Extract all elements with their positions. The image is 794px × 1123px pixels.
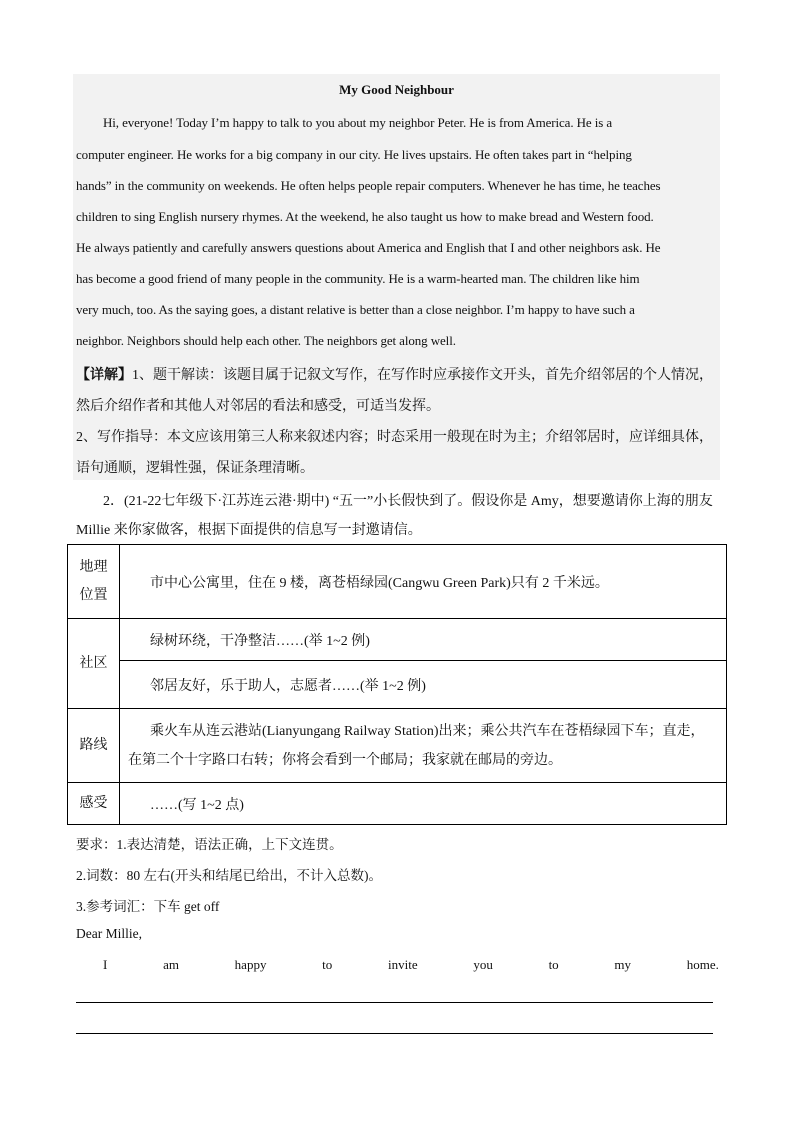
letter-word: I bbox=[103, 957, 108, 972]
essay-title: My Good Neighbour bbox=[339, 82, 454, 97]
feeling-text: ……(写 1~2 点) bbox=[120, 783, 727, 825]
analysis-line-4: 语句通顺，逻辑性强，保证条理清晰。 bbox=[76, 461, 314, 476]
analysis-tag: 【详解】 bbox=[76, 368, 132, 383]
analysis-text: 1、题干解读：该题目属于记叙文写作，在写作时应承接作文开头，首先介绍邻居的个人情况， bbox=[132, 368, 713, 383]
route-label: 路线 bbox=[68, 709, 120, 783]
essay-line: computer engineer. He works for a big company in our city. He lives upstairs. He often takes part in “helping bbox=[76, 147, 632, 162]
essay-line: neighbor. Neighbors should help each other. The neighbors get along well. bbox=[76, 333, 456, 348]
writing-line bbox=[76, 1002, 713, 1003]
letter-word: am bbox=[163, 957, 179, 972]
requirement-line-1: 要求：1.表达清楚，语法正确，上下文连贯。 bbox=[76, 837, 343, 852]
location-text: 市中心公寓里，住在 9 楼，离苍梧绿园(Cangwu Green Park)只有 2 千米远。 bbox=[120, 545, 727, 619]
analysis-line-1 bbox=[76, 364, 713, 384]
letter-word: to bbox=[322, 957, 333, 972]
feeling-label: 感受 bbox=[68, 783, 120, 825]
letter-word: my bbox=[614, 957, 632, 972]
question-line-2: Millie 来你家做客，根据下面提供的信息写一封邀请信。 bbox=[76, 523, 422, 538]
letter-word: home. bbox=[686, 957, 719, 972]
writing-line bbox=[76, 1033, 713, 1034]
info-table bbox=[67, 544, 727, 825]
letter-opening-sentence bbox=[103, 957, 719, 973]
essay-line: has become a good friend of many people in the community. He is a warm-hearted man. The children like him bbox=[76, 271, 640, 286]
community-label: 社区 bbox=[68, 619, 120, 709]
requirement-line-3: 3.参考词汇：下车 get off bbox=[76, 899, 220, 914]
essay-line: Hi, everyone! Today I’m happy to talk to you about my neighbor Peter. He is from America. He is a bbox=[103, 115, 613, 130]
essay-line: hands” in the community on weekends. He often helps people repair computers. Whenever he has time, he teaches bbox=[76, 178, 661, 193]
letter-word: happy bbox=[234, 957, 267, 972]
analysis-line-2: 然后介绍作者和其他人对邻居的看法和感受，可适当发挥。 bbox=[76, 399, 440, 414]
question-line-1: 2．(21-22七年级下·江苏连云港·期中) “五一”小长假快到了。假设你是 Amy，想要邀请你上海的朋友 bbox=[103, 494, 713, 509]
essay-line: children to sing English nursery rhymes. At the weekend, he also taught us how to make bread and Western food. bbox=[76, 209, 654, 224]
letter-greeting: Dear Millie, bbox=[76, 926, 142, 941]
essay-line: He always patiently and carefully answers questions about America and English that I and other neighbors ask. He bbox=[76, 240, 661, 255]
essay-line: very much, too. As the saying goes, a distant relative is better than a close neighbor. I’m happy to have such a bbox=[76, 302, 635, 317]
route-text: 乘火车从连云港站(Lianyungang Railway Station)出来；乘公共汽车在苍梧绿园下车；直走， 在第二个十字路口右转；你将会看到一个邮局；我家就在邮局的旁边。 bbox=[120, 709, 727, 783]
community-text-2: 邻居友好，乐于助人，志愿者……(举 1~2 例) bbox=[120, 661, 727, 709]
letter-word: you bbox=[473, 957, 493, 972]
analysis-line-3: 2、写作指导：本文应该用第三人称来叙述内容；时态采用一般现在时为主；介绍邻居时，应详细具体， bbox=[76, 430, 713, 445]
location-label: 地理 位置 bbox=[68, 545, 120, 619]
letter-word: invite bbox=[388, 957, 418, 972]
letter-word: to bbox=[548, 957, 559, 972]
community-text-1: 绿树环绕，干净整洁……(举 1~2 例) bbox=[120, 619, 727, 661]
requirement-line-2: 2.词数：80 左右(开头和结尾已给出，不计入总数)。 bbox=[76, 868, 382, 883]
